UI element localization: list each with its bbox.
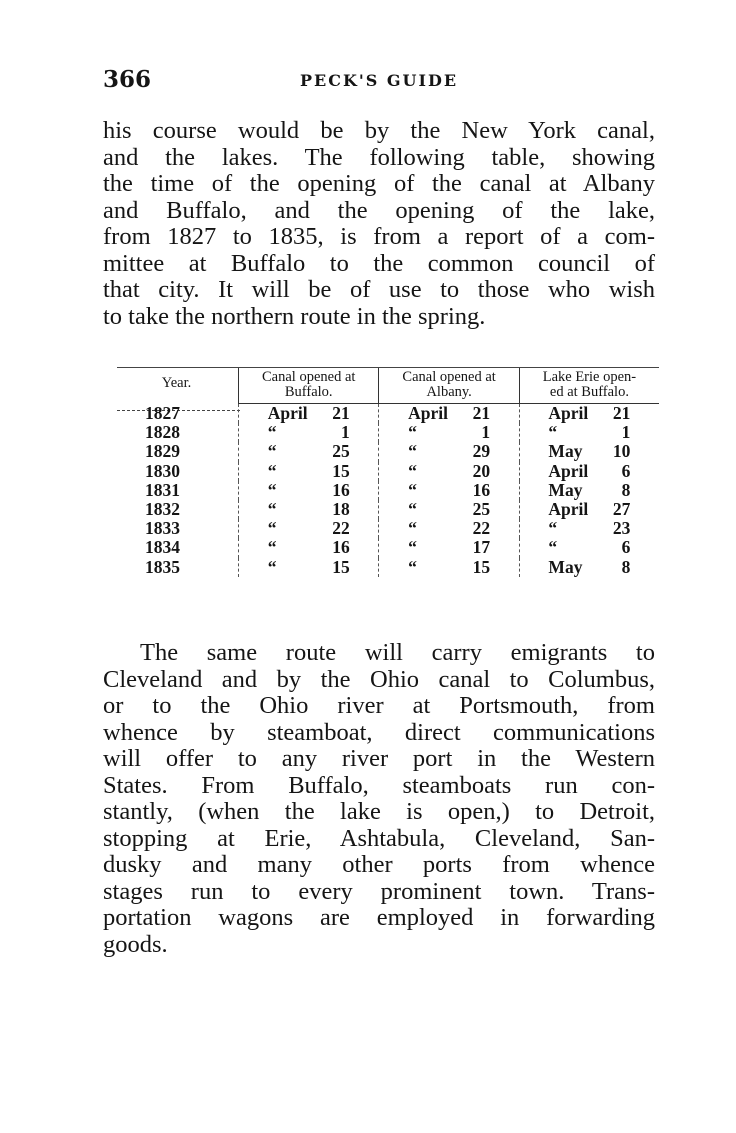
date-cell (519, 404, 659, 424)
day: 18 (332, 499, 350, 520)
day: 15 (332, 556, 350, 577)
year-cell: 1832 (145, 499, 180, 520)
column-header (519, 368, 659, 404)
date-value (268, 538, 350, 557)
date-cell (239, 442, 379, 461)
table-row (115, 519, 659, 538)
table-row (115, 500, 659, 519)
date-value (408, 538, 490, 557)
date-value (268, 442, 350, 461)
year-cell: 1835 (145, 556, 180, 577)
year-cell: 1833 (145, 518, 180, 539)
day: 22 (332, 518, 350, 539)
column-header (115, 368, 239, 404)
text-line: from 1827 to 1835, is from a report of a com- (103, 223, 655, 250)
date-value (548, 481, 630, 500)
date-value (408, 519, 490, 538)
date-cell (379, 538, 519, 557)
column-header-line: ed at Buffalo. (549, 384, 629, 400)
day: 29 (472, 441, 491, 462)
date-value (548, 462, 630, 481)
column-header-line: Buffalo. (284, 384, 333, 400)
date-value (548, 500, 630, 519)
month: “ (548, 518, 558, 539)
text-line: States. From Buffalo, steamboats run con- (103, 771, 655, 799)
date-cell (239, 481, 379, 500)
month: “ (408, 499, 417, 520)
date-cell (519, 481, 659, 500)
date-value (268, 423, 350, 442)
day: 15 (332, 460, 350, 481)
month: April (408, 403, 448, 423)
text-line: stages run to every prominent town. Trans- (103, 877, 655, 905)
text-line: Cleveland and by the Ohio canal to Columbus, (103, 665, 655, 693)
column-header-line: Canal opened at (402, 369, 496, 385)
text-line: dusky and many other ports from whence (103, 851, 655, 878)
text-line: to take the northern route in the spring. (103, 302, 486, 330)
month: “ (267, 518, 277, 539)
date-cell (239, 423, 379, 442)
date-cell (379, 423, 519, 442)
month: May (548, 556, 583, 577)
month: May (548, 441, 583, 462)
month: “ (267, 441, 277, 462)
date-value (408, 423, 490, 442)
text-line: whence by steamboat, direct communications (103, 718, 655, 746)
date-cell (379, 404, 519, 424)
day: 21 (612, 403, 631, 423)
date-value (408, 481, 490, 500)
date-value (548, 558, 630, 577)
date-value (548, 423, 630, 442)
month: “ (408, 460, 417, 481)
text-line: that city. It will be of use to those who wish (103, 276, 655, 303)
text-line: The same route will carry emigrants to (140, 639, 655, 666)
day: 25 (472, 499, 491, 520)
date-value (408, 500, 490, 519)
table-row (115, 481, 659, 500)
day: 16 (472, 479, 491, 500)
month: April (267, 403, 308, 423)
month: “ (267, 422, 277, 443)
date-cell (239, 500, 379, 519)
month: “ (408, 537, 417, 558)
day: 1 (481, 422, 491, 443)
day: 23 (612, 518, 631, 539)
date-value (268, 519, 350, 538)
table-row (115, 442, 659, 461)
day: 20 (472, 460, 491, 481)
text-line: and the lakes. The following table, showing (103, 143, 655, 171)
date-cell (519, 442, 659, 461)
date-cell (239, 462, 379, 481)
text-line: goods. (103, 930, 168, 958)
month: “ (267, 479, 277, 500)
date-cell (379, 500, 519, 519)
date-cell (379, 462, 519, 481)
table-row (115, 538, 659, 557)
month: “ (267, 460, 277, 481)
date-value (408, 442, 490, 461)
date-value (408, 404, 490, 423)
month: “ (548, 537, 558, 558)
date-cell (379, 481, 519, 500)
date-cell (519, 558, 659, 577)
table-row (115, 423, 659, 442)
date-cell (379, 442, 519, 461)
month: April (548, 499, 589, 520)
day: 6 (621, 460, 631, 481)
column-header-line: Year. (161, 375, 192, 391)
date-value (268, 481, 350, 500)
day: 6 (621, 537, 631, 558)
year-cell: 1830 (145, 460, 180, 481)
month: “ (267, 499, 277, 520)
day: 17 (472, 537, 491, 558)
date-cell (519, 423, 659, 442)
text-line: portation wagons are employed in forwarding (103, 904, 655, 931)
year-cell: 1828 (145, 422, 180, 443)
date-value (548, 519, 630, 538)
date-cell (519, 519, 659, 538)
date-value (408, 462, 490, 481)
month: April (548, 460, 589, 481)
date-cell (239, 538, 379, 557)
year-cell: 1829 (145, 441, 180, 462)
month: “ (548, 422, 558, 443)
column-header (379, 368, 519, 404)
month: “ (408, 422, 417, 443)
text-line: the time of the opening of the canal at Albany (103, 170, 655, 197)
date-value (268, 404, 350, 423)
table-row (115, 558, 659, 577)
date-cell (379, 519, 519, 538)
paragraph-routes (103, 640, 655, 958)
month: “ (408, 441, 417, 462)
table-row (115, 404, 659, 424)
date-value (268, 462, 350, 481)
day: 16 (332, 479, 350, 500)
day: 21 (472, 403, 491, 423)
date-cell (519, 538, 659, 557)
date-cell (239, 519, 379, 538)
column-header (239, 368, 379, 404)
date-value (268, 500, 350, 519)
day: 27 (612, 499, 631, 520)
column-header-line: Canal opened at (262, 369, 356, 385)
month: “ (267, 556, 277, 577)
day: 1 (340, 422, 350, 443)
date-cell (519, 500, 659, 519)
month: “ (267, 537, 277, 558)
text-line: and Buffalo, and the opening of the lake, (103, 196, 655, 224)
page-number: 366 (103, 66, 152, 93)
text-line: stantly, (when the lake is open,) to Detroit, (103, 798, 655, 825)
paragraph-intro (103, 118, 655, 330)
date-value (548, 404, 630, 423)
date-value (548, 538, 630, 557)
month: “ (408, 518, 417, 539)
text-line: his course would be by the New York canal, (103, 117, 655, 144)
year-cell: 1834 (145, 537, 180, 558)
year-cell: 1831 (145, 479, 180, 500)
text-line: or to the Ohio river at Portsmouth, from (103, 692, 655, 719)
day: 22 (472, 518, 491, 539)
date-cell (379, 558, 519, 577)
date-value (268, 558, 350, 577)
month: “ (408, 479, 417, 500)
column-header-line: Lake Erie open- (542, 369, 637, 385)
day: 21 (332, 403, 350, 423)
month: May (548, 479, 583, 500)
year-cell: 1827 (145, 402, 180, 423)
date-cell (239, 404, 379, 424)
text-line: stopping at Erie, Ashtabula, Cleveland, San- (103, 824, 655, 852)
day: 15 (472, 556, 491, 577)
text-line: mittee at Buffalo to the common council of (103, 249, 655, 277)
date-cell (239, 558, 379, 577)
date-cell (519, 462, 659, 481)
day: 8 (621, 556, 631, 577)
day: 8 (621, 479, 631, 500)
date-value (548, 442, 630, 461)
column-header-line: Albany. (426, 384, 472, 400)
day: 1 (621, 422, 631, 443)
text-line: will offer to any river port in the Western (103, 745, 655, 772)
day: 16 (332, 537, 350, 558)
month: “ (408, 556, 417, 577)
day: 25 (332, 441, 350, 462)
month: April (548, 403, 589, 423)
date-value (408, 558, 490, 577)
table-row (115, 462, 659, 481)
canal-opening-table (115, 368, 659, 577)
day: 10 (612, 441, 631, 462)
running-title: PECK'S GUIDE (300, 71, 459, 90)
